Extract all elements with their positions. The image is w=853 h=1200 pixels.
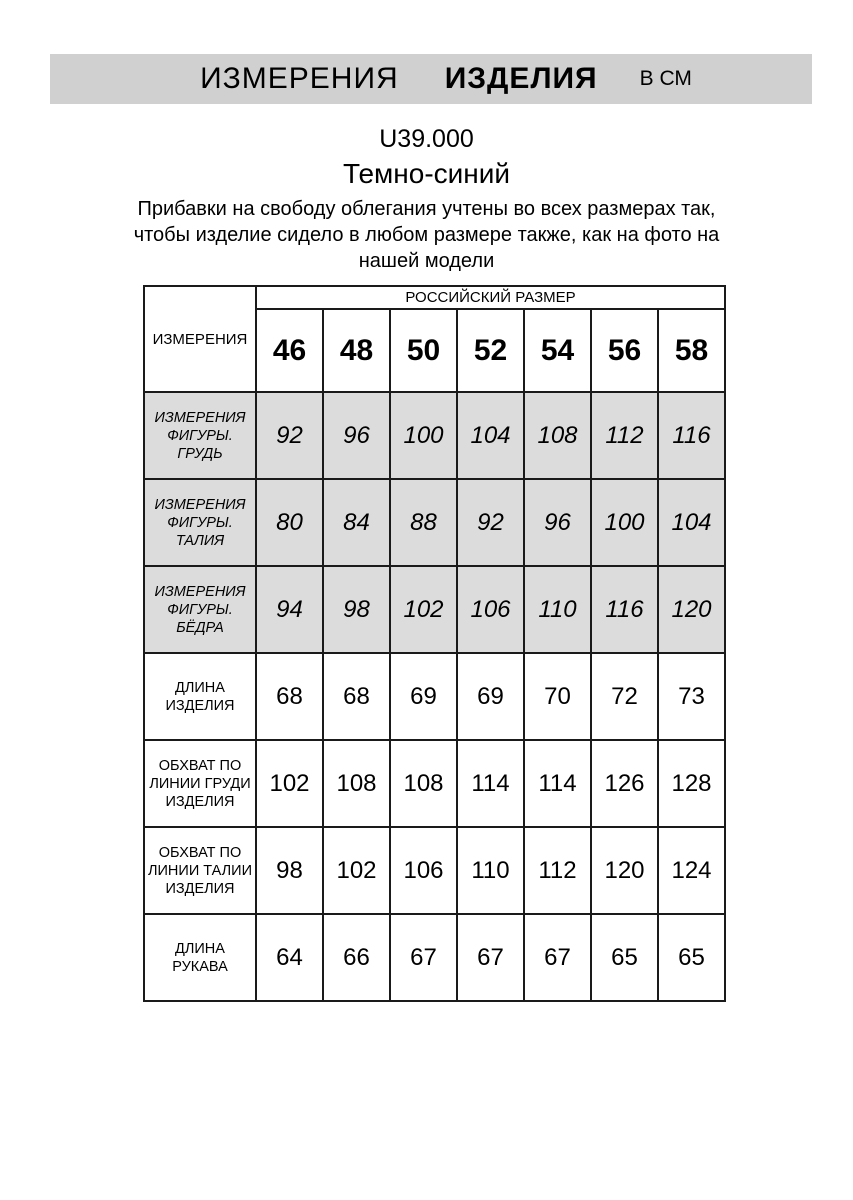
table-cell: 98 xyxy=(323,566,390,653)
title-word-units: В СМ xyxy=(639,67,692,90)
russian-size-group-header: РОССИЙСКИЙ РАЗМЕР xyxy=(256,286,725,309)
table-cell: 102 xyxy=(256,740,323,827)
table-cell: 110 xyxy=(457,827,524,914)
table-cell: 120 xyxy=(591,827,658,914)
table-row xyxy=(144,914,725,1001)
table-cell: 96 xyxy=(524,479,591,566)
table-cell: 92 xyxy=(256,392,323,479)
row-label: ДЛИНА ИЗДЕЛИЯ xyxy=(144,653,256,740)
table-cell: 65 xyxy=(591,914,658,1001)
table-cell: 110 xyxy=(524,566,591,653)
table-cell: 67 xyxy=(390,914,457,1001)
size-header-cell: 54 xyxy=(524,309,591,392)
title-word-product: ИЗДЕЛИЯ xyxy=(444,62,598,95)
table-cell: 64 xyxy=(256,914,323,1001)
table-cell: 114 xyxy=(524,740,591,827)
table-cell: 67 xyxy=(524,914,591,1001)
table-cell: 112 xyxy=(591,392,658,479)
size-header-cell: 56 xyxy=(591,309,658,392)
table-cell: 106 xyxy=(390,827,457,914)
row-label: ОБХВАТ ПО ЛИНИИ ГРУДИ ИЗДЕЛИЯ xyxy=(144,740,256,827)
color-name: Темно-синий xyxy=(342,158,511,189)
table-cell: 124 xyxy=(658,827,725,914)
size-header-cell: 48 xyxy=(323,309,390,392)
table-cell: 84 xyxy=(323,479,390,566)
table-row xyxy=(144,740,725,827)
title-word-measurements: ИЗМЕРЕНИЯ xyxy=(200,62,399,95)
table-cell: 68 xyxy=(323,653,390,740)
table-cell: 114 xyxy=(457,740,524,827)
table-cell: 80 xyxy=(256,479,323,566)
page-title xyxy=(50,54,812,104)
table-cell: 70 xyxy=(524,653,591,740)
table-cell: 66 xyxy=(323,914,390,1001)
table-row xyxy=(144,653,725,740)
fit-note xyxy=(0,196,853,274)
table-cell: 108 xyxy=(323,740,390,827)
table-cell: 98 xyxy=(256,827,323,914)
table-cell: 69 xyxy=(457,653,524,740)
table-cell: 120 xyxy=(658,566,725,653)
table-cell: 68 xyxy=(256,653,323,740)
table-row xyxy=(144,479,725,566)
table-cell: 65 xyxy=(658,914,725,1001)
table-cell: 94 xyxy=(256,566,323,653)
table-body xyxy=(144,392,725,1001)
table-corner-label: ИЗМЕРЕНИЯ xyxy=(144,286,256,392)
fit-note-line: нашей модели xyxy=(358,250,495,272)
size-table-container xyxy=(143,285,726,1002)
table-cell: 100 xyxy=(390,392,457,479)
table-cell: 102 xyxy=(323,827,390,914)
table-group-header-row xyxy=(144,286,725,309)
row-label: ИЗМЕРЕНИЯ ФИГУРЫ. БЁДРА xyxy=(144,566,256,653)
table-cell: 102 xyxy=(390,566,457,653)
size-header-cell: 58 xyxy=(658,309,725,392)
table-cell: 72 xyxy=(591,653,658,740)
table-cell: 128 xyxy=(658,740,725,827)
table-row xyxy=(144,827,725,914)
table-cell: 116 xyxy=(591,566,658,653)
table-row xyxy=(144,566,725,653)
size-header-cell: 46 xyxy=(256,309,323,392)
size-header-cell: 52 xyxy=(457,309,524,392)
size-table xyxy=(143,285,726,1002)
row-label: ИЗМЕРЕНИЯ ФИГУРЫ. ТАЛИЯ xyxy=(144,479,256,566)
table-cell: 88 xyxy=(390,479,457,566)
table-cell: 73 xyxy=(658,653,725,740)
table-cell: 104 xyxy=(457,392,524,479)
table-cell: 96 xyxy=(323,392,390,479)
size-header-cell: 50 xyxy=(390,309,457,392)
table-cell: 116 xyxy=(658,392,725,479)
row-label: ИЗМЕРЕНИЯ ФИГУРЫ. ГРУДЬ xyxy=(144,392,256,479)
product-code: U39.000 xyxy=(379,125,474,153)
table-cell: 104 xyxy=(658,479,725,566)
table-cell: 126 xyxy=(591,740,658,827)
table-row xyxy=(144,392,725,479)
table-cell: 106 xyxy=(457,566,524,653)
table-cell: 100 xyxy=(591,479,658,566)
table-cell: 69 xyxy=(390,653,457,740)
table-cell: 92 xyxy=(457,479,524,566)
table-cell: 108 xyxy=(524,392,591,479)
row-label: ОБХВАТ ПО ЛИНИИ ТАЛИИ ИЗДЕЛИЯ xyxy=(144,827,256,914)
row-label: ДЛИНА РУКАВА xyxy=(144,914,256,1001)
table-cell: 112 xyxy=(524,827,591,914)
fit-note-line: чтобы изделие сидело в любом размере также, как на фото на xyxy=(133,224,720,246)
fit-note-line: Прибавки на свободу облегания учтены во всех размерах так, xyxy=(137,198,716,220)
table-cell: 108 xyxy=(390,740,457,827)
table-cell: 67 xyxy=(457,914,524,1001)
